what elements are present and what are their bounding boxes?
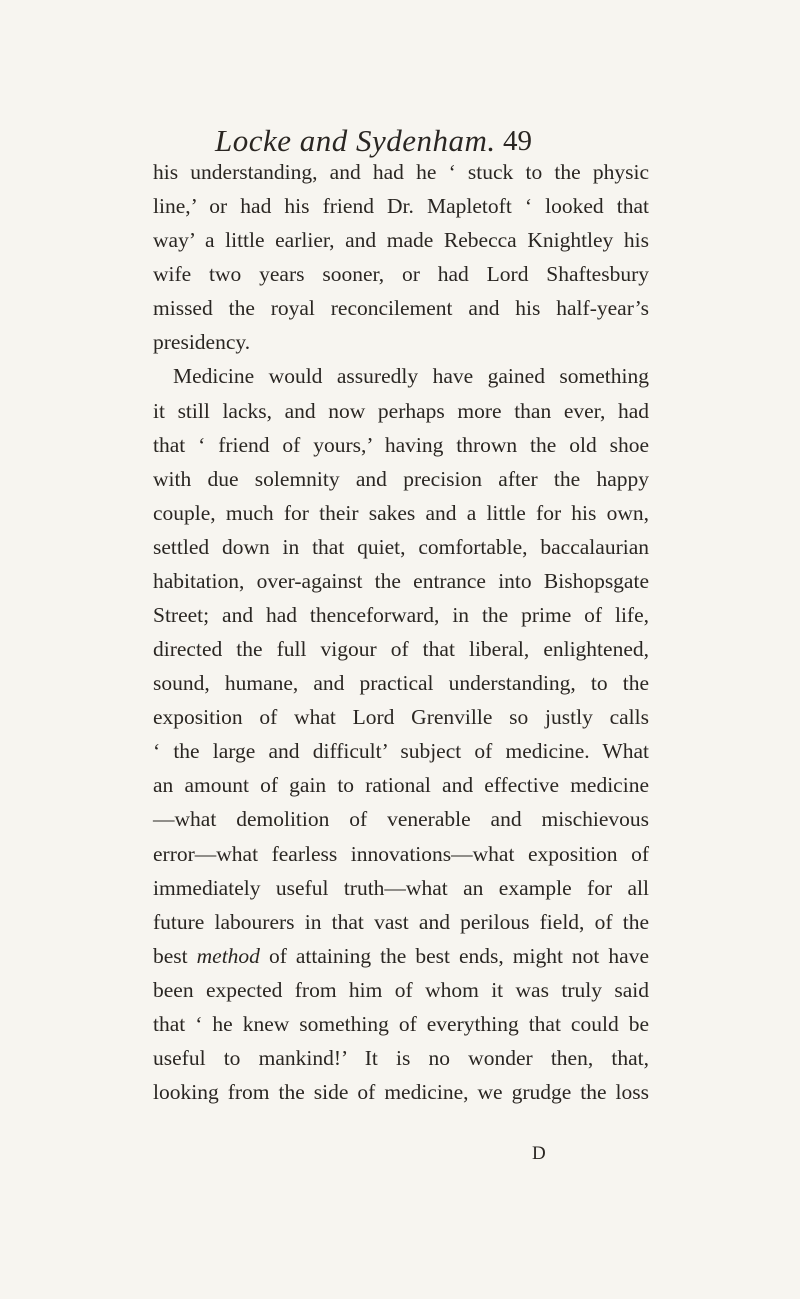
text-line: sound, humane, and practical understanding, to the bbox=[153, 671, 649, 696]
line-text-after: of attaining the best ends, might not have bbox=[259, 943, 649, 968]
text-line: future labourers in that vast and perilous field, of the bbox=[153, 909, 649, 934]
text-line: that ‘ friend of yours,’ having thrown the old shoe bbox=[153, 432, 649, 457]
running-title: Locke and Sydenham. bbox=[215, 123, 496, 158]
text-line: Street; and had thenceforward, in the prime of life, bbox=[153, 603, 649, 628]
text-line: been expected from him of whom it was truly said bbox=[153, 977, 649, 1002]
text-line: with due solemnity and precision after the happy bbox=[153, 466, 649, 491]
text-line: couple, much for their sakes and a little for his own, bbox=[153, 500, 649, 525]
text-line: his understanding, and had he ‘ stuck to the physic bbox=[153, 160, 649, 184]
italic-word: method bbox=[196, 943, 260, 968]
body-text bbox=[153, 155, 649, 1109]
signature-mark: D bbox=[532, 1143, 546, 1164]
text-line: error—what fearless innovations—what exposition of bbox=[153, 841, 649, 866]
text-line: way’ a little earlier, and made Rebecca Knightley his bbox=[153, 228, 649, 253]
line-text-before: best bbox=[153, 943, 197, 968]
text-line: wife two years sooner, or had Lord Shaftesbury bbox=[153, 262, 649, 287]
text-line: directed the full vigour of that liberal, enlightened, bbox=[153, 637, 649, 662]
text-line: useful to mankind!’ It is no wonder then, that, bbox=[153, 1046, 649, 1071]
page-number: 49 bbox=[503, 125, 532, 157]
text-line: looking from the side of medicine, we grudge the loss bbox=[153, 1080, 649, 1105]
text-line bbox=[153, 939, 649, 973]
text-line: Medicine would assuredly have gained something bbox=[173, 364, 649, 389]
text-line: immediately useful truth—what an example for all bbox=[153, 875, 649, 900]
text-line: presidency. bbox=[153, 330, 251, 355]
text-line: exposition of what Lord Grenville so justly calls bbox=[153, 705, 649, 730]
text-line: habitation, over-against the entrance into Bishopsgate bbox=[153, 568, 649, 593]
text-line: it still lacks, and now perhaps more than ever, had bbox=[153, 398, 649, 423]
text-line: settled down in that quiet, comfortable, baccalaurian bbox=[153, 534, 649, 559]
text-line: line,’ or had his friend Dr. Mapletoft ‘ looked that bbox=[153, 194, 649, 219]
text-line: missed the royal reconcilement and his half-year’s bbox=[153, 296, 649, 321]
text-line: that ‘ he knew something of everything that could be bbox=[153, 1011, 649, 1036]
text-line: —what demolition of venerable and mischievous bbox=[153, 807, 649, 832]
text-line: an amount of gain to rational and effective medicine bbox=[153, 773, 649, 798]
text-line: ‘ the large and difficult’ subject of medicine. What bbox=[153, 739, 649, 764]
